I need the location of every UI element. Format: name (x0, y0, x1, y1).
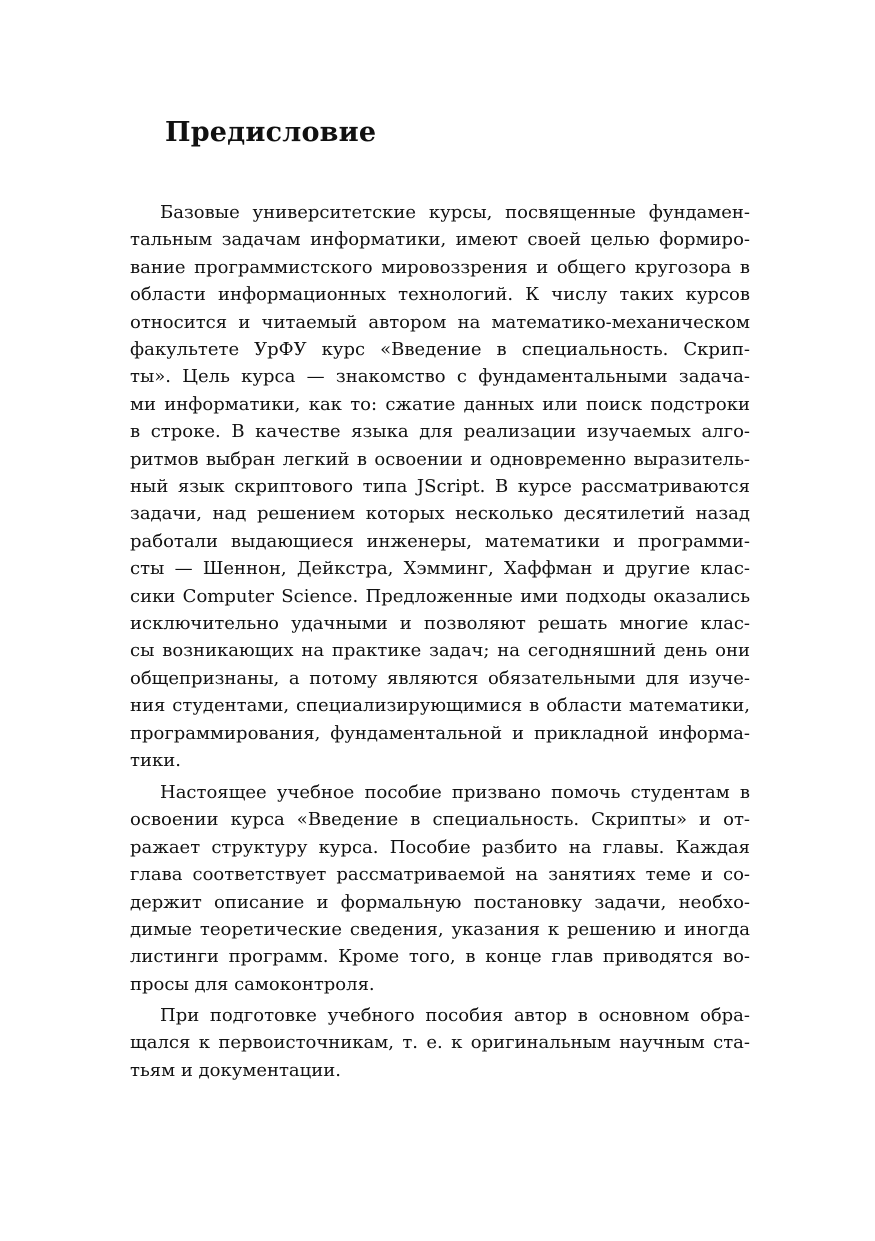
text-line: исключительно удачными и позволяют решать многие клас- (130, 613, 750, 634)
text-line: ражает структуру курса. Пособие разбито на главы. Каждая (130, 836, 750, 858)
text-line: ты». Цель курса — знакомство с фундаментальными задача- (130, 366, 750, 388)
text-line: щался к первоисточникам, т. е. к оригинальным научным ста- (130, 1032, 750, 1054)
text-line: факультете УрФУ курс «Введение в специальность. Скрип- (130, 339, 750, 360)
text-line: При подготовке учебного пособия автор в основном обра- (160, 1005, 750, 1026)
text-line: просы для самоконтроля. (130, 973, 375, 995)
page-title: Предисловие (165, 117, 377, 148)
text-line: глава соответствует рассматриваемой на занятиях теме и со- (130, 864, 750, 886)
text-line: освоении курса «Введение в специальность. Скрипты» и от- (130, 809, 750, 831)
text-line: вание программистского мировоззрения и общего кругозора в (130, 256, 750, 278)
text-line: сы возникающих на практике задач; на сегодняшний день они (130, 640, 750, 662)
text-line: сики Computer Science. Предложенные ими подходы оказались (130, 585, 750, 607)
text-line: Настоящее учебное пособие призвано помочь студентам в (160, 782, 750, 803)
text-line: тики. (130, 750, 181, 771)
text-line: общепризнаны, а потому являются обязательными для изуче- (130, 667, 750, 689)
text-line: ния студентами, специализирующимися в области математики, (130, 695, 750, 717)
text-line: ный язык скриптового типа JScript. В курсе рассматриваются (130, 476, 750, 497)
text-line: в строке. В качестве языка для реализации изучаемых алго- (130, 421, 750, 443)
text-line: ми информатики, как то: сжатие данных или поиск подстроки (130, 393, 750, 415)
text-line: держит описание и формальную постановку задачи, необхо- (130, 891, 750, 913)
text-line: ритмов выбран легкий в освоении и одновременно выразитель- (130, 448, 750, 470)
text-line: области информационных технологий. К числу таких курсов (130, 284, 750, 306)
text-line: задачи, над решением которых несколько десятилетий назад (130, 503, 750, 525)
text-line: тьям и документации. (130, 1059, 341, 1081)
text-line: листинги программ. Кроме того, в конце глав приводятся во- (130, 946, 750, 968)
text-line: димые теоретические сведения, указания к решению и иногда (130, 919, 750, 940)
text-line: тальным задачам информатики, имеют своей целью формиро- (130, 229, 750, 251)
text-line: относится и читаемый автором на математико-механическом (130, 311, 750, 333)
text-line: программирования, фундаментальной и прикладной информа- (130, 722, 750, 744)
text-line: сты — Шеннон, Дейкстра, Хэмминг, Хаффман и другие клас- (130, 558, 750, 580)
text-line: работали выдающиеся инженеры, математики и программи- (130, 530, 750, 552)
text-line: Базовые университетские курсы, посвященные фундамен- (160, 202, 750, 223)
